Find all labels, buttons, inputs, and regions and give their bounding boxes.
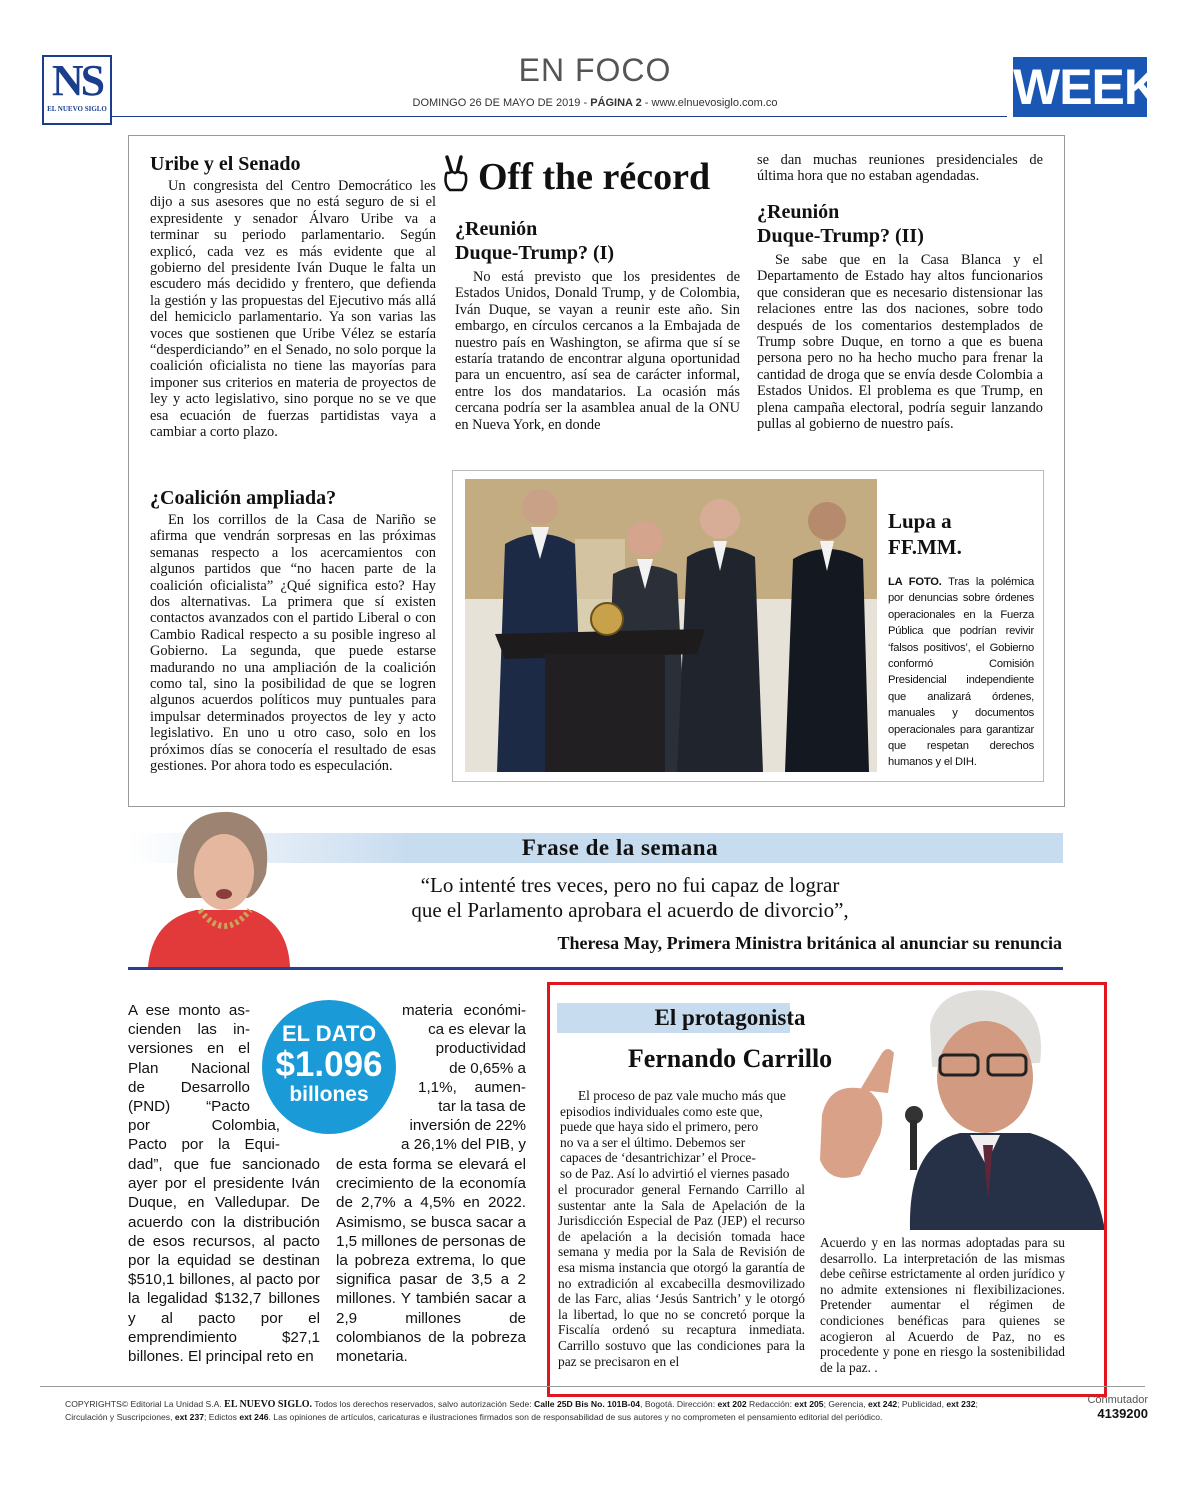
portrait-illustration	[138, 802, 290, 967]
brief-heading-line: ¿Reunión	[757, 201, 840, 223]
footer-text: Todos los derechos reservados, salvo autorización Sede:	[312, 1399, 535, 1409]
press-conference-photo	[465, 479, 877, 772]
conmutador	[1066, 1393, 1148, 1422]
footer-text: ; Edictos	[204, 1412, 240, 1422]
text-line: no va a ser el último. Debemos ser	[560, 1134, 746, 1150]
header-rule	[112, 116, 1007, 117]
section-divider	[128, 967, 1063, 970]
lupa-title	[888, 508, 962, 560]
protagonista-name: Fernando Carrillo	[627, 1044, 833, 1073]
lupa-title-line: Lupa a	[888, 509, 952, 533]
section-title: EN FOCO	[518, 52, 672, 88]
text-line: capaces de ‘desantrichizar’ el Proce-	[560, 1150, 756, 1166]
el-dato-badge	[262, 1000, 396, 1134]
brief-reunion-2	[757, 200, 1043, 432]
off-record-title-text: Off the récord	[478, 156, 711, 198]
brief-heading	[455, 217, 740, 265]
page-label: PÁGINA 2	[590, 97, 642, 109]
text-line: a 26,1% del PIB, y	[401, 1136, 526, 1154]
footer-text: COPYRIGHTS© Editorial La Unidad S.A.	[65, 1399, 225, 1409]
brief-body: se dan muchas reuniones presidenciales de última hora que no estaban agendadas.	[757, 152, 1043, 185]
text-line: tar la tasa de	[438, 1098, 526, 1116]
caption-lead: LA FOTO.	[888, 576, 942, 588]
brief-heading: ¿Coalición ampliada?	[150, 487, 337, 509]
dato-col2-wrap-lines	[402, 1001, 526, 1155]
brief-body: En los corrillos de la Casa de Nariño se afirma que vendrán sorpresas en las próximas semanas respecto a los acercamientos con algunos partidos que “no hacen parte de la coalición oficialista” ¿Qué significa esto? Hay dos alternativas. La primera que sí existen contactos avanzados con el partido Liberal o con Cambio Radical respecto a su posible ingreso al Gobierno. La segunda, que puede estarse madurando no una ampliación de la coalición como tal, sino la posibilidad de que se logren algunos acuerdos políticos muy puntuales para impulsar determinados proyectos de ley y acto legislativo. En uno u otro caso, solo en los próximos días se conocería el resultado de esas gestiones. Por ahora todo es especulación.	[150, 512, 436, 775]
frase-title: Frase de la semana	[521, 835, 719, 860]
footer-text: ;	[975, 1399, 978, 1409]
text-line: de Desarrollo	[128, 1078, 250, 1096]
caption-body: Tras la polémica por denuncias sobre órdenes operacionales en la Fuerza Pública que podrían revivir ‘falsos positivos’, el Gobierno conformó Comisión Presidencial independiente que analizará órdenes, manuales y documentos operacionales para garantizar que respetan derechos humanos y el DIH.	[888, 576, 1034, 769]
text-line: inversión de 22%	[409, 1117, 526, 1135]
dateline	[300, 97, 890, 109]
body-text: el procurador general Fernando Carrillo al sustentar ante la Sala de Apelación de la Jurisdicción Especial de Paz (JEP) el recurso de apelación a la decisión tomada hace semana y media por la Sala de Revisión de esa misma instancia que otorgó la garantía de no extradición al excabecilla desmovilizado de las Farc, alias ‘Jesús Santrich’ y le otorgó la libertad, lo que no se concretó porque la Fiscalía ordenó su recaptura inmediata. Carrillo sostuvo que las condiciones para la paz se precisaron en el	[558, 1182, 805, 1369]
footer-ext: ext 242	[868, 1399, 898, 1409]
photo-caption	[888, 574, 1034, 771]
week-badge: WEEK	[1013, 59, 1159, 115]
body-text: Acuerdo y en las normas adoptadas para su desarrollo. La interpretación de las mismas debe ceñirse estrictamente al orden jurídico y no admite extensiones ni flexibilizaciones. Pretender aumentar el régimen de condiciones benéficas para quienes se acogieron al Acuerdo de Paz, no es procedente y pone en riesgo la sostenibilidad de la paz. .	[820, 1235, 1065, 1375]
footer-ext: ext 202	[717, 1399, 747, 1409]
newspaper-logo	[42, 55, 112, 125]
conmutador-label: Conmutador	[1087, 1394, 1148, 1406]
brief-heading: Uribe y el Senado	[150, 153, 301, 175]
footer-credits	[65, 1398, 1055, 1424]
text-line: 1,1%, aumen-	[418, 1078, 526, 1096]
text-line: materia económi-	[402, 1002, 526, 1019]
quote-line: que el Parlamento aprobara el acuerdo de divorcio”,	[411, 898, 849, 922]
footer-text: Redacción:	[746, 1399, 795, 1409]
dato-col2-body: de esta forma se elevará el crecimiento de la economía de 2,7% a 4,5% en 2022. Asimismo, se busca sacar a 1,5 millones de personas de la pobreza extrema, lo que significa pasar de 3,5 a 2 millones. Y también sacar a 2,9 millones de colombianos de la pobreza monetaria.	[336, 1156, 526, 1366]
footer-text: . Las opiniones de artículos, caricaturas e ilustraciones firmados son de responsabilidad de sus autores y no comprometen el pensamiento editorial del periódico.	[268, 1412, 883, 1422]
victory-hand-icon	[440, 155, 470, 193]
text-line: productividad	[435, 1040, 526, 1058]
brief-heading-line: Duque-Trump? (II)	[757, 225, 924, 247]
site-url: - www.elnuevosiglo.com.co	[641, 97, 778, 109]
brief-reunion-1	[455, 217, 740, 433]
dato-col1-body: dad”, que fue sancionado ayer por el presidente Iván Duque, en Valledupar. De acuerdo con la distribución de esos recursos, al pacto por la equidad se destinan $510,1 billones, al pacto por la legalidad $132,7 billones y al pacto por el emprendimiento $27,1 billones. El principal reto en	[128, 1156, 320, 1366]
text-line: cienden las in-	[128, 1021, 250, 1039]
lupa-title-line: FF.MM.	[888, 535, 962, 559]
footer-ext: ext 246	[239, 1412, 269, 1422]
brief-heading-line: Duque-Trump? (I)	[455, 242, 615, 264]
footer-text: ; Publicidad,	[897, 1399, 947, 1409]
theresa-may-photo	[138, 802, 290, 967]
dato-col1-wrap-lines	[128, 1001, 280, 1155]
text-line: so de Paz. Así lo advirtió el viernes pasado	[560, 1165, 790, 1181]
brief-heading-line: ¿Reunión	[455, 218, 538, 240]
footer-text: ; Gerencia,	[823, 1399, 868, 1409]
brief-body: Un congresista del Centro Democrático les dijo a sus asesores que no está seguro de si el expresidente y senador Álvaro Uribe va a terminar su periodo parlamentario. Según explicó, cada vez es más evidente que al gobierno del presidente Iván Duque le falta un escudero más decidido y frentero, que defienda la gestión y las propuestas del Ejecutivo más allá del hemiciclo parlamentario. Ya son varias las voces que sostienen que Uribe Vélez se estaría “desperdiciando” en el Senado, no solo porque la coalición oficialista no tiene las mayorías para imponer sus criterios en materia de proyectos de ley y acto legislativo, sino porque no se ve que esa ecuación de fuerzas partidistas vaya a cambiar a corto plazo.	[150, 178, 436, 441]
quote-line: “Lo intenté tres veces, pero no fui capaz de lograr	[420, 873, 840, 897]
frase-quote	[300, 873, 960, 923]
text-line: versiones en el	[128, 1040, 250, 1058]
footer-line	[65, 1411, 1055, 1424]
footer-address: Calle 25D Bis No. 101B-04	[534, 1399, 641, 1409]
frase-author: Theresa May, Primera Ministra británica al anunciar su renuncia	[557, 933, 1062, 953]
highlight-box	[547, 982, 1107, 1397]
brief-heading	[757, 200, 1043, 248]
footer-ext: ext 232	[946, 1399, 976, 1409]
text-line: (PND) “Pacto	[128, 1098, 250, 1116]
brief-reunion-1-continued	[757, 152, 1043, 185]
text-line: El proceso de paz vale mucho más que	[578, 1088, 786, 1103]
brief-body: Se sabe que en la Casa Blanca y el Departamento de Estado hay altos funcionarios que consideran que es necesario distensionar las relaciones entre las dos naciones, sobre todo después de los comentarios destemplados de Trump sobre Duque, en torno a que es buena persona pero no ha hecho mucho para frenar la cantidad de droga que se envía desde Colombia a Estados Unidos. El problema es que Trump, en plena campaña electoral, podría seguir lanzando pullas al gobierno de nuestro país.	[757, 252, 1043, 433]
press-conference-illustration	[465, 479, 877, 772]
brief-coalicion	[150, 486, 436, 775]
text-line: Plan Nacional	[128, 1059, 250, 1077]
text-line: Pacto por la Equi-	[128, 1136, 280, 1154]
footer-line	[65, 1398, 1055, 1411]
text-line: por Colombia,	[128, 1117, 280, 1135]
date-text: DOMINGO 26 DE MAYO DE 2019 -	[412, 97, 591, 109]
text-line: episodios individuales como este que,	[560, 1103, 763, 1119]
text-line: puede que haya sido el primero, pero	[560, 1119, 759, 1135]
dato-label: EL DATO	[281, 1021, 377, 1046]
off-record-title	[440, 155, 710, 199]
logo-name: EL NUEVO SIGLO	[47, 105, 107, 113]
brief-uribe	[150, 152, 436, 441]
footer-text: , Bogotá. Dirección:	[640, 1399, 718, 1409]
dato-unit: billones	[289, 1083, 369, 1106]
protagonista-title: El protagonista	[654, 1005, 806, 1030]
footer-text: Circulación y Suscripciones,	[65, 1412, 175, 1422]
text-line: A ese monto as-	[128, 1002, 250, 1019]
logo-initials: NS	[51, 56, 103, 105]
footer-ext: ext 237	[174, 1412, 205, 1422]
footer-ext: ext 205	[794, 1399, 824, 1409]
brief-body: No está previsto que los presidentes de Estados Unidos, Donald Trump, y de Colombia, Iván Duque, se vayan a reunir este año. Sin embargo, en círculos cercanos a la Embajada de nuestro país en Washington, se afirma que sí se estaría tratando de encontrar alguna oportunidad para un encuentro, así sea de carácter informal, entre los dos mandatarios. La ocasión más cercana podría ser la asamblea anual de la ONU en Nueva York, en donde	[455, 269, 740, 433]
footer-brand: EL NUEVO SIGLO.	[224, 1399, 313, 1410]
text-line: ca es elevar la	[428, 1021, 526, 1039]
text-line: de 0,65% a	[449, 1059, 526, 1077]
dato-value: $1.096	[275, 1045, 383, 1084]
footer-rule	[40, 1386, 1145, 1387]
conmutador-number: 4139200	[1097, 1406, 1148, 1421]
